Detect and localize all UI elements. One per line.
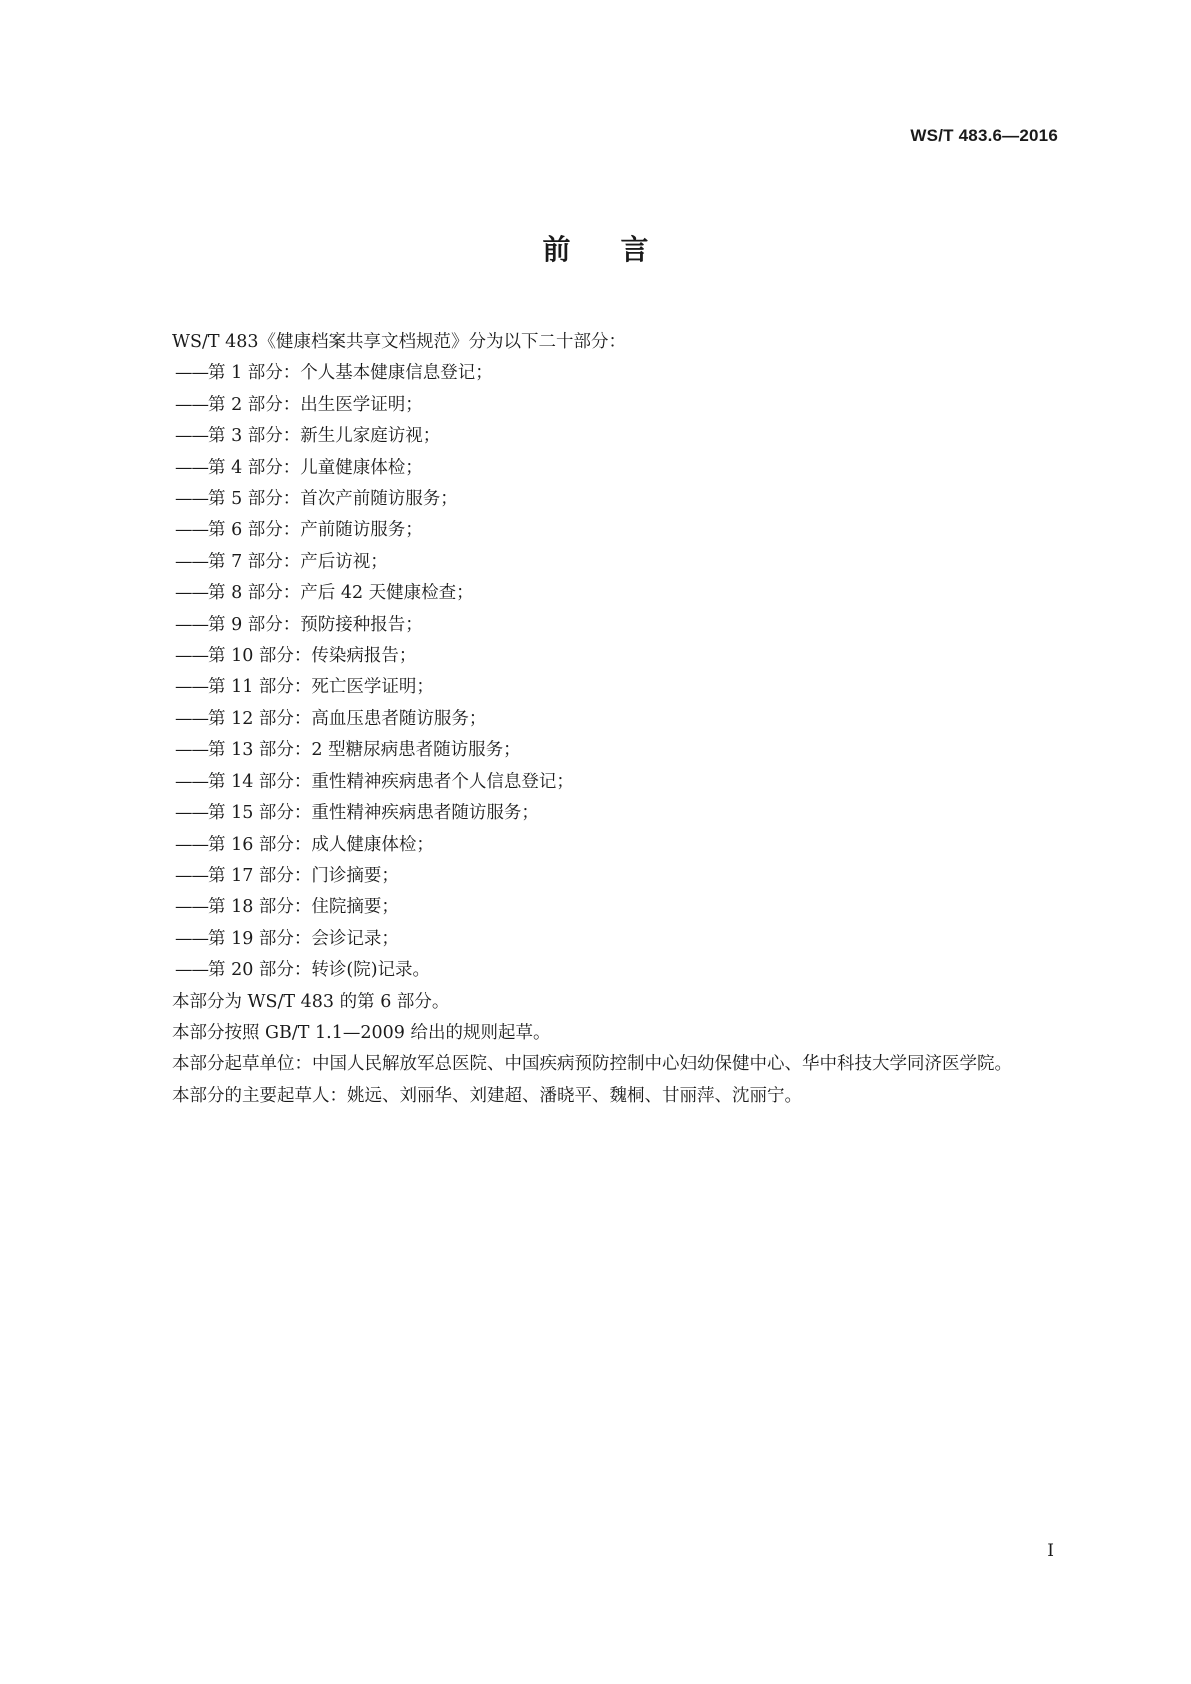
list-dash: —— xyxy=(175,677,208,698)
list-item xyxy=(137,578,1059,609)
drafters-statement: 本部分的主要起草人：姚远、刘丽华、刘建超、潘晓平、魏桐、甘丽萍、沈丽宁。 xyxy=(172,1085,802,1106)
list-dash: —— xyxy=(175,928,208,949)
list-dash: —— xyxy=(175,897,208,918)
list-item xyxy=(137,767,1059,798)
list-item xyxy=(137,798,1059,829)
list-item-text: 第 12 部分：高血压患者随访服务； xyxy=(208,708,487,729)
list-dash: —— xyxy=(175,803,208,824)
intro-paragraph: WS/T 483《健康档案共享文档规范》分为以下二十部分： xyxy=(172,332,627,352)
list-item-text: 第 7 部分：产后访视； xyxy=(208,551,388,572)
list-dash: —— xyxy=(175,960,208,981)
list-item xyxy=(137,672,1059,703)
list-item-text: 第 8 部分：产后 42 天健康检查； xyxy=(208,583,474,604)
list-dash: —— xyxy=(175,740,208,761)
list-item-text: 第 18 部分：住院摘要； xyxy=(208,897,399,918)
list-item-text: 第 11 部分：死亡医学证明； xyxy=(208,677,434,698)
list-dash: —— xyxy=(175,551,208,572)
list-item-text: 第 14 部分：重性精神疾病患者个人信息登记； xyxy=(208,771,574,792)
list-dash: —— xyxy=(175,834,208,855)
list-item xyxy=(137,861,1059,892)
page-title: 前言 xyxy=(542,233,699,266)
list-item xyxy=(137,610,1059,641)
list-dash: —— xyxy=(175,708,208,729)
drafting-units-statement: 本部分起草单位：中国人民解放军总医院、中国疾病预防控制中心妇幼保健中心、华中科技大学同济医学院。 xyxy=(172,1054,1012,1075)
list-item-text: 第 3 部分：新生儿家庭访视； xyxy=(208,426,441,447)
list-item xyxy=(137,704,1059,735)
list-item xyxy=(137,735,1059,766)
list-item-text: 第 15 部分：重性精神疾病患者随访服务； xyxy=(208,803,539,824)
list-item xyxy=(137,421,1059,452)
list-dash: —— xyxy=(175,489,208,510)
list-item-text: 第 6 部分：产前随访服务； xyxy=(208,520,423,541)
list-item xyxy=(137,924,1059,955)
list-item-text: 第 20 部分：转诊(院)记录。 xyxy=(208,960,431,981)
list-item-text: 第 10 部分：传染病报告； xyxy=(208,646,417,667)
list-item-text: 第 19 部分：会诊记录； xyxy=(208,928,399,949)
list-item xyxy=(137,390,1059,421)
this-part-statement: 本部分为 WS/T 483 的第 6 部分。 xyxy=(172,991,450,1012)
list-item xyxy=(137,830,1059,861)
list-item-text: 第 9 部分：预防接种报告； xyxy=(208,614,423,635)
list-item-text: 第 1 部分：个人基本健康信息登记； xyxy=(208,363,493,384)
list-item-text: 第 4 部分：儿童健康体检； xyxy=(208,457,423,478)
list-item-text: 第 16 部分：成人健康体检； xyxy=(208,834,434,855)
page-number: I xyxy=(1047,1541,1054,1561)
list-dash: —— xyxy=(175,363,208,384)
list-dash: —— xyxy=(175,520,208,541)
list-dash: —— xyxy=(175,646,208,667)
list-item xyxy=(137,515,1059,546)
parts-list xyxy=(137,358,1059,986)
list-item xyxy=(137,641,1059,672)
standard-code: WS/T 483.6—2016 xyxy=(910,126,1058,145)
list-item-text: 第 2 部分：出生医学证明； xyxy=(208,394,423,415)
list-dash: —— xyxy=(175,614,208,635)
list-dash: —— xyxy=(175,426,208,447)
list-item-text: 第 13 部分：2 型糖尿病患者随访服务； xyxy=(208,740,521,761)
list-item xyxy=(137,484,1059,515)
drafting-rules-statement: 本部分按照 GB/T 1.1—2009 给出的规则起草。 xyxy=(172,1022,551,1043)
foreword-content xyxy=(137,327,1059,1112)
list-item-text: 第 5 部分：首次产前随访服务； xyxy=(208,489,458,510)
list-item-text: 第 17 部分：门诊摘要； xyxy=(208,865,399,886)
list-dash: —— xyxy=(175,457,208,478)
list-item xyxy=(137,892,1059,923)
list-item xyxy=(137,453,1059,484)
list-dash: —— xyxy=(175,394,208,415)
list-dash: —— xyxy=(175,771,208,792)
list-item xyxy=(137,358,1059,389)
list-dash: —— xyxy=(175,865,208,886)
list-dash: —— xyxy=(175,583,208,604)
list-item xyxy=(137,547,1059,578)
list-item xyxy=(137,955,1059,986)
